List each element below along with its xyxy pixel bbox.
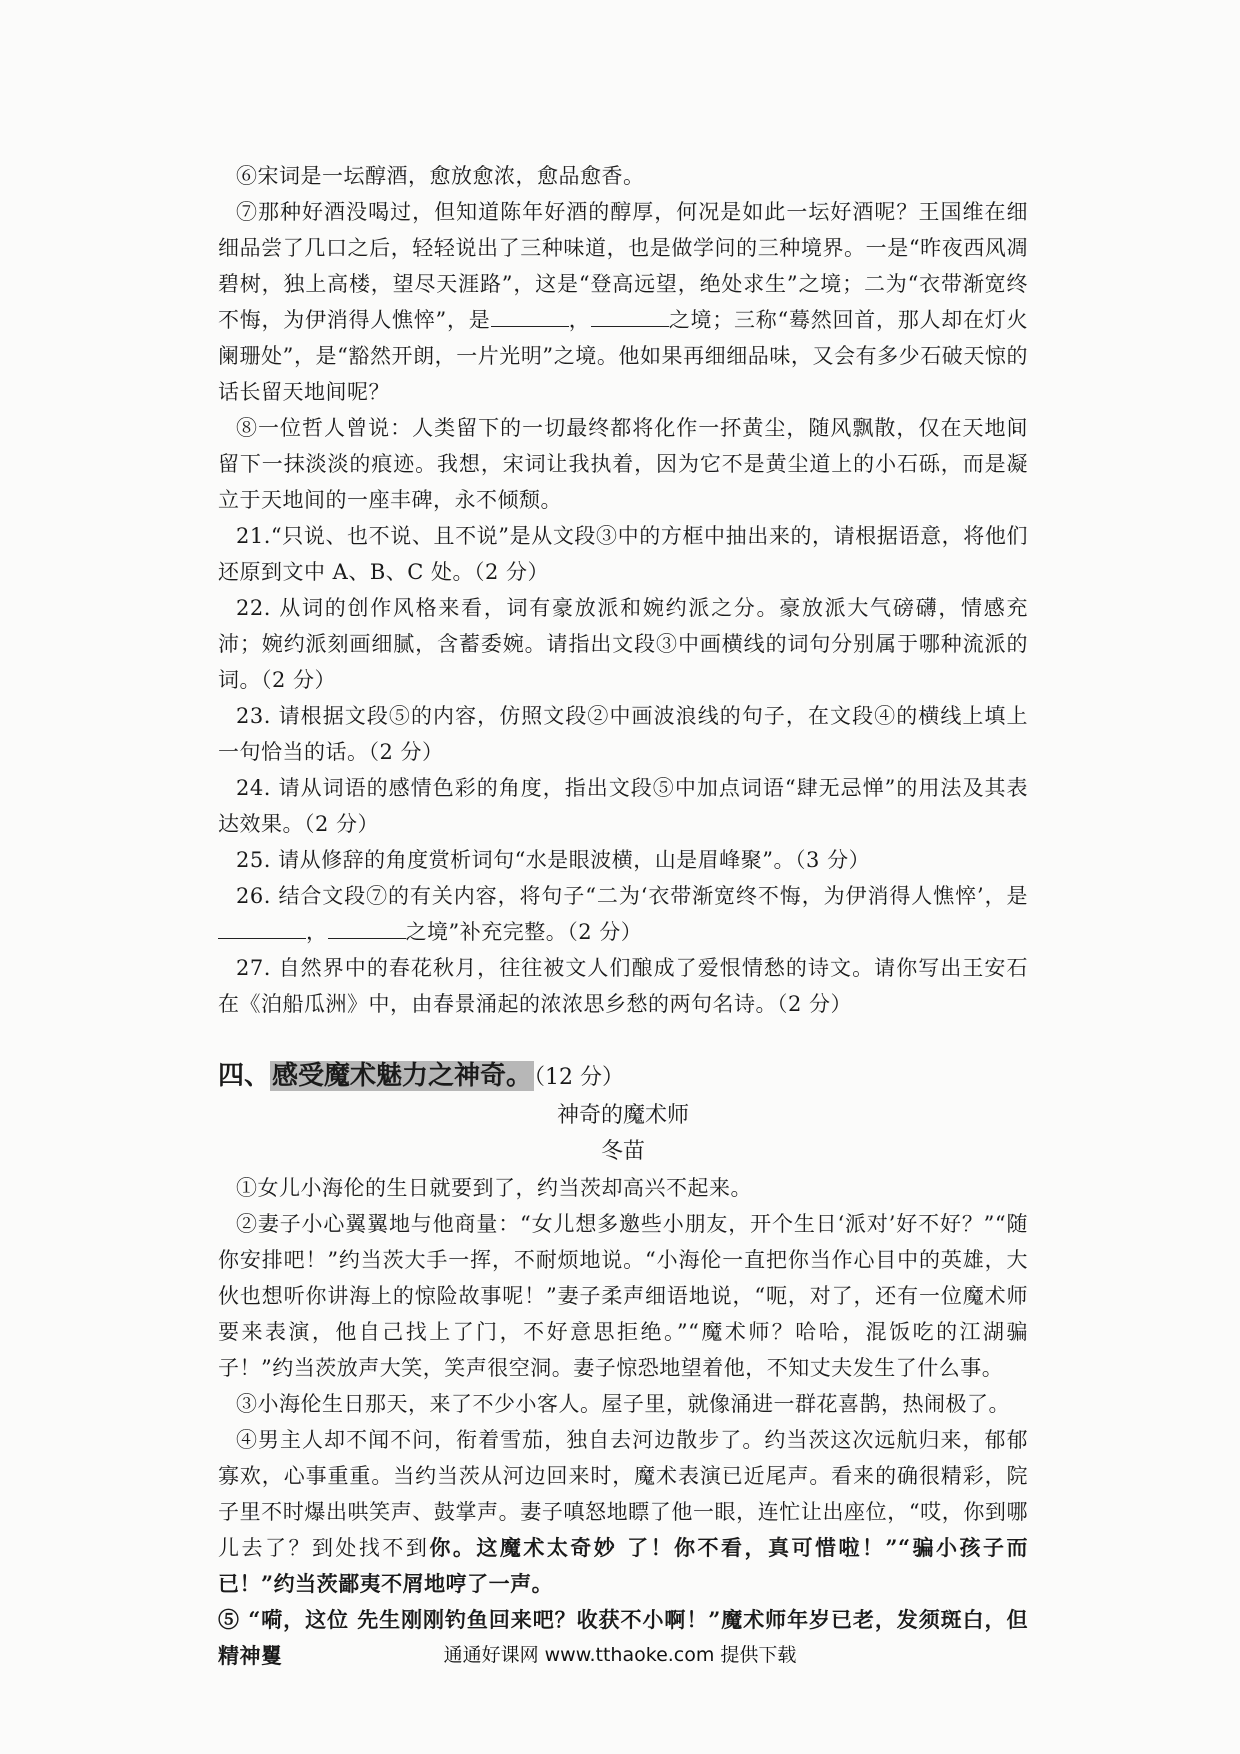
question-26-text-b: 之境”补充完整。（2 分） bbox=[405, 920, 643, 944]
answer-blank-2[interactable] bbox=[591, 325, 669, 327]
story-title: 神奇的魔术师 bbox=[556, 1103, 689, 1128]
question-22: 22. 从词的创作风格来看，词有豪放派和婉约派之分。豪放派大气磅礴，情感充沛；婉约派刻画细腻，含蓄委婉。请指出文段③中画横线的词句分别属于哪种流派的词。（2 分） bbox=[218, 596, 1028, 692]
answer-blank-1[interactable] bbox=[491, 325, 569, 327]
paragraph-7-text-a: ⑦那种好酒没喝过，但知道陈年好酒的醇厚，何况是如此一坛好酒呢？王国维在细细品尝了几口之后，轻轻说出了三种味道，也是做学问的三种境界。一是“昨夜西风凋碧树，独上高楼，望尽天涯路”，这是“登高远望，绝处求生”之境；二为“衣带渐宽终不悔，为伊消得人憔悴”，是 bbox=[218, 200, 1028, 332]
download-footer: 通通好课网 www.tthaoke.com 提供下载 bbox=[443, 1644, 797, 1666]
story-paragraph-5: ⑤ “嗬，这位 先生刚刚钓鱼回来吧？收获不小啊！”魔术师年岁已老，发须斑白，但精神矍 bbox=[218, 1607, 1028, 1668]
story-paragraph-4-text-a: ④男主人却不闻不问，衔着雪茄，独自去河边散步了。约当茨这次远航归来，郁郁寡欢，心事重重。当约当茨从河边回来时，魔术表演已近尾声。看来的确很精彩，院子里不时爆出哄笑声、鼓掌声。妻子嗔怒地瞟了他一眼，连忙让出座位，“哎，你到哪儿去了？到处找不到 bbox=[218, 1428, 1028, 1560]
story-paragraph-2: ②妻子小心翼翼地与他商量：“女儿想多邀些小朋友，开个生日‘派对’好不好？”“随你安排吧！”约当茨大手一挥，不耐烦地说。“小海伦一直把你当作心目中的英雄，大伙也想听你讲海上的惊险故事呢！”妻子柔声细语地说，“呃，对了，还有一位魔术师要来表演，他自己找上了门，不好意思拒绝。”“魔术师？哈哈，混饭吃的江湖骗子！”约当茨放声大笑，笑声很空洞。妻子惊恐地望着他，不知丈夫发生了什么事。 bbox=[218, 1212, 1028, 1380]
section-4-score: （12 分） bbox=[534, 1065, 625, 1090]
story-author: 冬苗 bbox=[600, 1139, 645, 1164]
story-paragraph-3: ③小海伦生日那天，来了不少小客人。屋子里，就像涌进一群花喜鹊，热闹极了。 bbox=[236, 1392, 1010, 1416]
question-26 bbox=[218, 878, 1028, 950]
story-paragraph-4-text-b: 你。这魔术太奇妙 了！你不看，真可惜啦！”“骗小孩子而已！”约当茨鄙夷不屑地哼了一声。 bbox=[218, 1535, 1029, 1596]
question-23: 23. 请根据文段⑤的内容，仿照文段②中画波浪线的句子，在文段④的横线上填上一句恰当的话。（2 分） bbox=[218, 704, 1028, 764]
paragraph-7-text-b: 之境；三称“蓦然回首，那人却在灯火阑珊处”，是“豁然开朗，一片光明”之境。他如果再细细品味，又会有多少石破天惊的话长留天地间呢？ bbox=[218, 308, 1029, 404]
answer-blank-3[interactable] bbox=[218, 937, 306, 939]
paragraph-6: ⑥宋词是一坛醇酒，愈放愈浓，愈品愈香。 bbox=[236, 164, 645, 188]
section-4-title: 感受魔术魅力之神奇。 bbox=[272, 1061, 533, 1091]
question-26-text-a: 26. 结合文段⑦的有关内容，将句子“二为‘衣带渐宽终不悔，为伊消得人憔悴’，是 bbox=[236, 884, 1028, 908]
question-25: 25. 请从修辞的角度赏析词句“水是眼波横，山是眉峰聚”。（3 分） bbox=[236, 848, 871, 872]
paragraph-7-sep: ， bbox=[568, 308, 591, 332]
story-paragraph-1: ①女儿小海伦的生日就要到了，约当茨却高兴不起来。 bbox=[236, 1176, 752, 1200]
story-paragraph-4 bbox=[218, 1422, 1028, 1602]
document-body bbox=[218, 158, 1028, 1674]
question-24: 24. 请从词语的感情色彩的角度，指出文段⑤中加点词语“肆无忌惮”的用法及其表达效果。（2 分） bbox=[218, 776, 1028, 836]
section-4-prefix: 四、 bbox=[218, 1061, 271, 1091]
paragraph-7 bbox=[218, 194, 1028, 410]
answer-blank-4[interactable] bbox=[328, 937, 406, 939]
question-26-sep: ， bbox=[306, 920, 328, 944]
question-27: 27. 自然界中的春花秋月，往往被文人们酿成了爱恨情愁的诗文。请你写出王安石在《泊船瓜洲》中，由春景涌起的浓浓思乡愁的两句名诗。（2 分） bbox=[218, 956, 1028, 1016]
paragraph-8: ⑧一位哲人曾说：人类留下的一切最终都将化作一抔黄尘，随风飘散，仅在天地间留下一抹淡淡的痕迹。我想，宋词让我执着，因为它不是黄尘道上的小石砾，而是凝立于天地间的一座丰碑，永不倾颓。 bbox=[218, 416, 1028, 512]
question-21: 21.“只说、也不说、且不说”是从文段③中的方框中抽出来的，请根据语意，将他们还原到文中 A、B、C 处。（2 分） bbox=[218, 524, 1028, 584]
section-4-heading bbox=[218, 1056, 1028, 1098]
